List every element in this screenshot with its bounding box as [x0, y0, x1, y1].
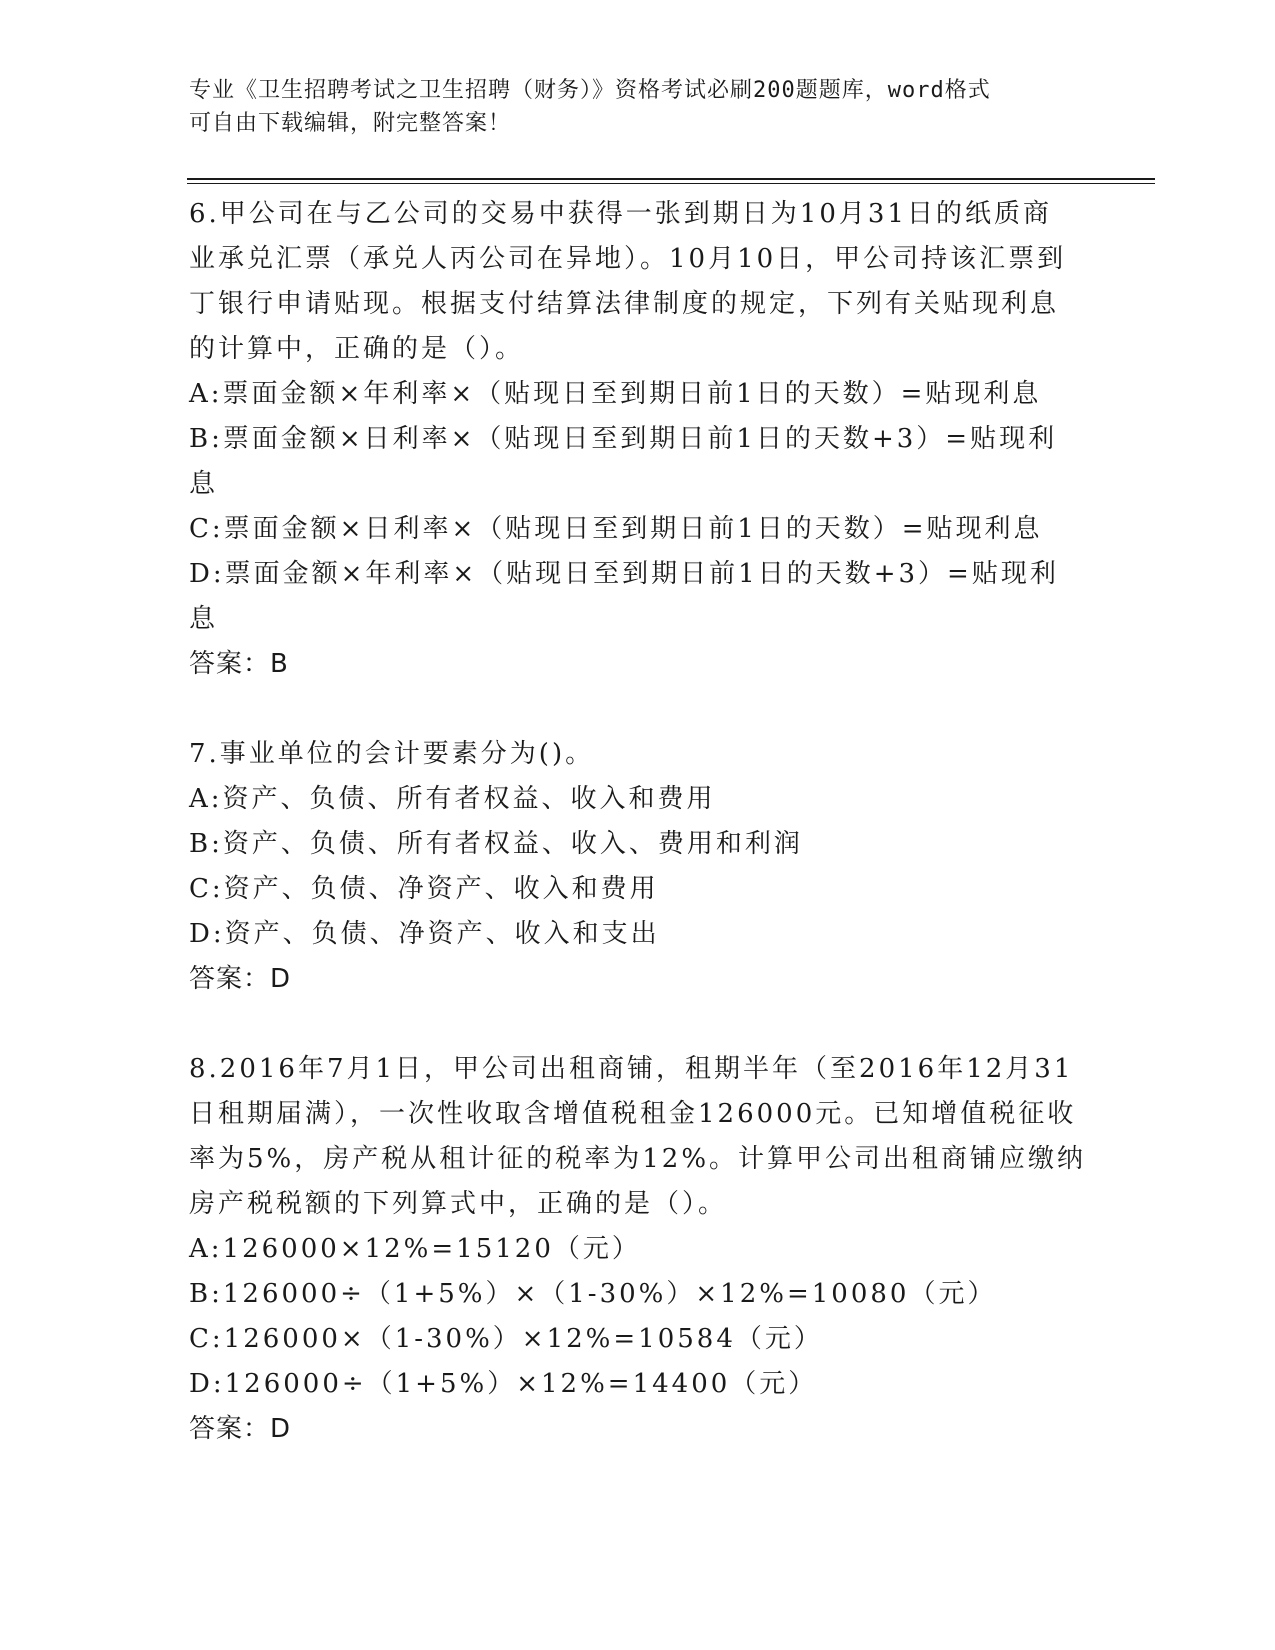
option-c: C:资产、负债、净资产、收入和费用: [189, 874, 659, 904]
option-c: C:票面金额×日利率×（贴现日至到期日前1日的天数）=贴现利息: [189, 514, 1043, 544]
header-line-1: 专业《卫生招聘考试之卫生招聘（财务）》资格考试必刷200题题库，word格式: [189, 78, 991, 103]
answer-label: 答案：B: [189, 649, 289, 679]
question-8: [189, 1047, 1089, 1452]
question-stem-line: 业承兑汇票（承兑人丙公司在异地）。10月10日，甲公司持该汇票到: [189, 244, 1067, 274]
option-b: B:资产、负债、所有者权益、收入、费用和利润: [189, 829, 803, 859]
header-line-2: 可自由下载编辑，附完整答案！: [189, 111, 512, 136]
option-a: A:126000×12%=15120（元）: [189, 1234, 641, 1264]
question-stem-line: 房产税税额的下列算式中，正确的是（）。: [189, 1189, 728, 1219]
question-stem-line: 率为5%，房产税从租计征的税率为12%。计算甲公司出租商铺应缴纳: [189, 1144, 1087, 1174]
question-stem-line: 6.甲公司在与乙公司的交易中获得一张到期日为10月31日的纸质商: [189, 199, 1052, 229]
question-list: [189, 192, 1089, 1452]
question-stem-line: 日租期届满），一次性收取含增值税租金126000元。已知增值税征收: [189, 1099, 1077, 1129]
question-6: [189, 192, 1089, 687]
answer-label: 答案：D: [189, 1414, 292, 1444]
answer-label: 答案：D: [189, 964, 292, 994]
option-b-continued: 息: [189, 469, 219, 499]
option-b: B:票面金额×日利率×（贴现日至到期日前1日的天数+3）=贴现利: [189, 424, 1058, 454]
option-a: A:资产、负债、所有者权益、收入和费用: [189, 784, 716, 814]
option-a: A:票面金额×年利率×（贴现日至到期日前1日的天数）=贴现利息: [189, 379, 1042, 409]
option-d: D:126000÷（1+5%）×12%=14400（元）: [189, 1369, 818, 1399]
option-d: D:票面金额×年利率×（贴现日至到期日前1日的天数+3）=贴现利: [189, 559, 1059, 589]
option-c: C:126000×（1-30%）×12%=10584（元）: [189, 1324, 823, 1354]
header-divider-thick: [187, 178, 1155, 180]
question-stem-line: 7.事业单位的会计要素分为()。: [189, 739, 595, 769]
question-stem-line: 的计算中，正确的是（）。: [189, 334, 525, 364]
option-d-continued: 息: [189, 604, 219, 634]
question-spacer: [189, 1002, 1089, 1047]
question-7: [189, 732, 1089, 1002]
question-stem-line: 8.2016年7月1日，甲公司出租商铺，租期半年（至2016年12月31: [189, 1054, 1074, 1084]
question-stem-line: 丁银行申请贴现。根据支付结算法律制度的规定，下列有关贴现利息: [189, 289, 1060, 319]
header-divider-thin: [187, 183, 1155, 184]
option-d: D:资产、负债、净资产、收入和支出: [189, 919, 660, 949]
option-b: B:126000÷（1+5%）×（1-30%）×12%=10080（元）: [189, 1279, 997, 1309]
document-header: [189, 74, 1069, 140]
question-spacer: [189, 687, 1089, 732]
